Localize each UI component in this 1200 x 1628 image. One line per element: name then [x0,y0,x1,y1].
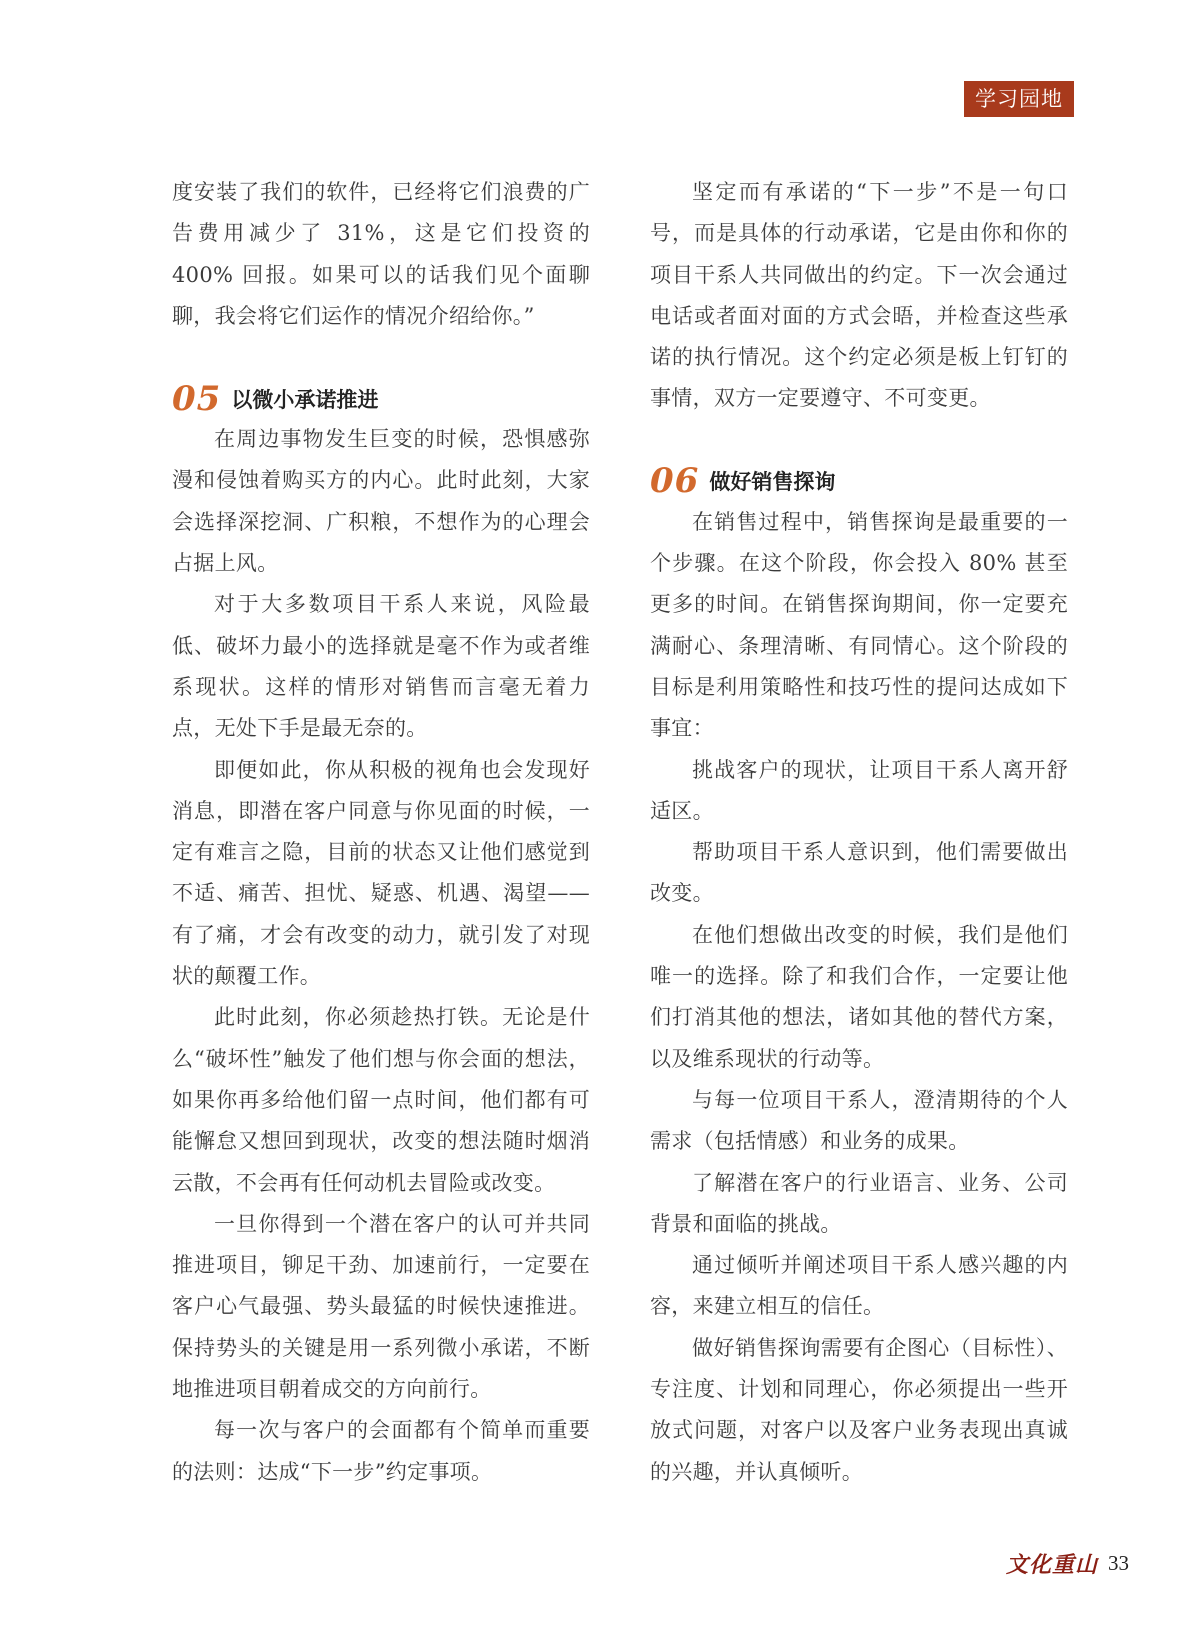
page-footer [1006,1543,1129,1583]
section-tag: 学习园地 [964,81,1074,117]
body-paragraph: 帮助项目干系人意识到，他们需要做出改变。 [650,840,1068,906]
body-paragraph: 做好销售探询需要有企图心（目标性）、专注度、计划和同理心，你必须提出一些开放式问题，对客户以及客户业务表现出真诚的兴趣，并认真倾听。 [650,1335,1068,1484]
intro-paragraph: 坚定而有承诺的“下一步”不是一句口号，而是具体的行动承诺，它是由你和你的项目干系人共同做出的约定。下一次会通过电话或者面对面的方式会晤，并检查这些承诺的执行情况。这个约定必须是板上钉钉的事情，双方一定要遵守、不可变更。 [650,180,1068,411]
body-paragraph: 通过倾听并阐述项目干系人感兴趣的内容，来建立相互的信任。 [650,1253,1068,1319]
section-number: 05 [172,378,222,419]
section-heading-06 [650,461,1068,502]
body-paragraph: 了解潜在客户的行业语言、业务、公司背景和面临的挑战。 [650,1170,1068,1236]
page-number: 33 [1108,1550,1130,1575]
section-number: 06 [650,461,700,502]
body-paragraph: 即便如此，你从积极的视角也会发现好消息，即潜在客户同意与你见面的时候，一定有难言之隐，目前的状态又让他们感觉到不适、痛苦、担忧、疑惑、机遇、渴望——有了痛，才会有改变的动力，就引发了对现状的颠覆工作。 [172,757,590,989]
section-title: 做好销售探询 [709,470,836,495]
left-column [172,172,590,1493]
body-paragraph: 对于大多数项目干系人来说，风险最低、破坏力最小的选择就是毫不作为或者维系现状。这样的情形对销售而言毫无着力点，无处下手是最无奈的。 [172,592,590,741]
intro-paragraph: 度安装了我们的软件，已经将它们浪费的广告费用减少了 31%，这是它们投资的 400% 回报。如果可以的话我们见个面聊聊，我会将它们运作的情况介绍给你。” [172,180,590,328]
body-paragraph: 在周边事物发生巨变的时候，恐惧感弥漫和侵蚀着购买方的内心。此时此刻，大家会选择深挖洞、广积粮，不想作为的心理会占据上风。 [172,427,590,576]
section-heading-05 [172,378,590,419]
body-paragraph: 在销售过程中，销售探询是最重要的一个步骤。在这个阶段，你会投入 80% 甚至更多的时间。在销售探询期间，你一定要充满耐心、条理清晰、有同情心。这个阶段的目标是利用策略性和技巧性的提问达成如下事宜： [650,509,1068,741]
body-paragraph: 一旦你得到一个潜在客户的认可并共同推进项目，铆足干劲、加速前行，一定要在客户心气最强、势头最猛的时候快速推进。保持势头的关键是用一系列微小承诺，不断地推进项目朝着成交的方向前行。 [172,1211,590,1402]
body-paragraph: 与每一位项目干系人，澄清期待的个人需求（包括情感）和业务的成果。 [650,1087,1068,1154]
body-paragraph: 每一次与客户的会面都有个简单而重要的法则：达成“下一步”约定事项。 [172,1418,590,1484]
right-column [650,172,1068,1493]
magazine-logo: 文化重山 [1006,1551,1099,1578]
body-paragraph: 挑战客户的现状，让项目干系人离开舒适区。 [650,757,1068,823]
body-paragraph: 在他们想做出改变的时候，我们是他们唯一的选择。除了和我们合作，一定要让他们打消其他的想法，诸如其他的替代方案，以及维系现状的行动等。 [650,922,1068,1071]
section-title: 以微小承诺推进 [231,387,379,412]
body-paragraph: 此时此刻，你必须趁热打铁。无论是什么“破坏性”触发了他们想与你会面的想法，如果你再多给他们留一点时间，他们都有可能懈怠又想回到现状，改变的想法随时烟消云散，不会再有任何动机去冒险或改变。 [172,1005,590,1195]
